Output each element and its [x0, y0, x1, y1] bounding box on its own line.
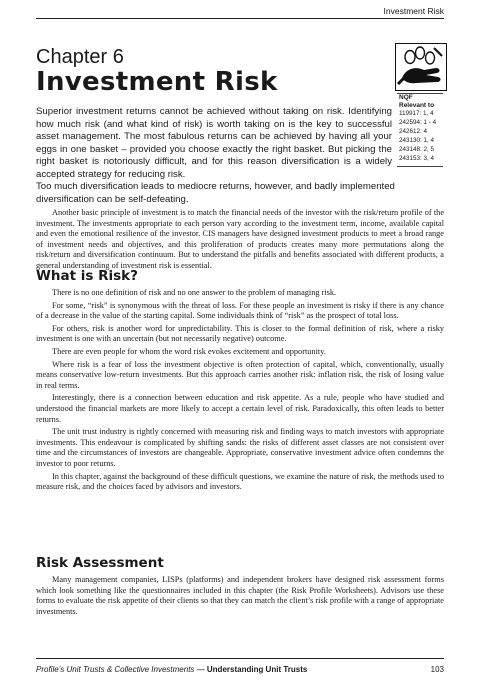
body-paragraph: Interestingly, there is a connection between education and risk appetite. As a rule, people who have studied and understood the financial markets are more likely to accept a certain level of risk. Paradoxically, this often leads to better returns. [36, 393, 444, 424]
nqf-code: 119917: 1, 4 [399, 110, 434, 117]
page-number: 103 [430, 665, 444, 674]
header-rule [36, 18, 444, 19]
nqf-codes [399, 109, 436, 163]
body-paragraph: For some, “risk” is synonymous with the threat of loss. For these people an investment is risky if there is any chance of a decrease in the value of the starting capital. Some individuals think of “risk” as the prospect of total loss. [36, 300, 444, 321]
nqf-code: 243130: 1, 4 [399, 137, 435, 144]
body-paragraph: Many management companies, LISPs (platforms) and independent brokers have designed risk assessment forms which look something like the questionnaires included in this chapter (the Risk Profile Worksheets). Advisors use these forms to evaluate the risk appetite of their clients so that they can match the client’s risk profile with a range of appropriate investments. [36, 575, 444, 616]
chapter-label: Chapter 6 [36, 46, 124, 68]
book-title: Profile’s Unit Trusts & Collective Investments — [36, 665, 205, 674]
footer-rule [36, 658, 444, 659]
nqf-code: 243153: 3, 4 [399, 155, 435, 162]
nqf-code: 243148: 2, 5 [399, 146, 435, 153]
section-heading-risk-assessment: Risk Assessment [36, 555, 164, 571]
book-subtitle: Understanding Unit Trusts [206, 665, 308, 674]
nqf-code: 242612: 4 [399, 128, 428, 135]
running-header: Investment Risk [383, 6, 444, 16]
body-paragraph: For others, risk is another word for unpredictability. This is closer to the formal definition of risk, where a risky investment is one with an uncertain (but not necessarily negative) outcome. [36, 323, 444, 344]
intro-paragraph-continued: Too much diversification leads to mediocre returns, however, and badly implemented diversification can be self-defeating. [36, 181, 395, 205]
intro-paragraph: Superior investment returns cannot be achieved without taking on risk. Identifying how much risk (and what kind of risk) is worth taking on is the key to successful asset management. The most fabulous returns can be achieved by having all your eggs in one basket – provided you choose exactly the right basket. But picking the right basket is notoriously difficult, and for this reason diversification is a widely accepted strategy for reducing risk. [36, 106, 392, 180]
section-heading-what-is-risk: What is Risk? [36, 268, 138, 284]
hand-stacking-eggs-icon [395, 43, 447, 91]
body-paragraph: In this chapter, against the background of these difficult questions, we examine the nature of risk, the methods used to measure risk, and the choices faced by advisors and investors. [36, 471, 444, 492]
section-what-is-risk [36, 288, 444, 493]
body-paragraph: There are even people for whom the word risk evokes excitement and opportunity. [52, 346, 326, 356]
body-paragraph: The unit trust industry is rightly concerned with measuring risk and finding ways to match investors with appropriate investments. This endeavour is complicated by shifting sands: the risks of different asset classes are not consistent over time and the circumstances of investors are changeable. Appropriate, conservative investment advice often condemns the investor to poor returns. [36, 427, 444, 468]
nqf-bottom-rule [397, 166, 443, 167]
body-paragraph: Where risk is a fear of loss the investment objective is often protection of capital, which, conventionally, usually means conservative low-return investments. But this approach carries another risk: inflation risk, the risk of losing value in real terms. [36, 359, 444, 390]
chapter-title: Investment Risk [36, 67, 278, 97]
footer-book-title [36, 665, 307, 674]
body-paragraph: Another basic principle of investment is to match the financial needs of the investor with the risk/return profile of the investment. The investments appropriate to each person vary according to the investment term, income, available capital and even the emotional resilience of the investor. CIS managers have designed investment products to meet a broad range of investment needs and objectives, and this proliferation of products creates many more permutations along the risk/return and diversification continuum. But to understand the pitfalls and benefits associated with different products, a general understanding of investment risk is essential. [36, 208, 444, 270]
nqf-code: 242594: 1 - 4 [399, 119, 437, 126]
nqf-label: NQF Relevant to [399, 94, 435, 109]
body-paragraph: There is no one definition of risk and no one answer to the problem of managing risk. [52, 288, 337, 297]
